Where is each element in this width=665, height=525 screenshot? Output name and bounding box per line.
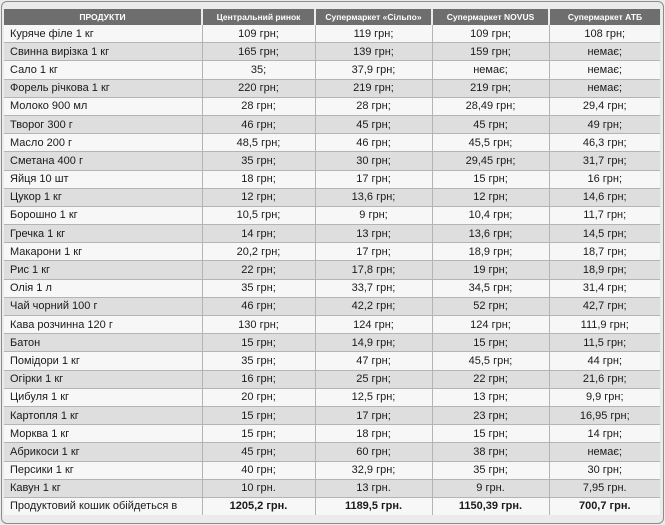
novus-price-cell: 159 грн;	[432, 43, 549, 61]
central-market-price-cell: 35 грн;	[202, 352, 315, 370]
table-row	[4, 406, 660, 424]
total-novus-price-cell: 1150,39 грн.	[432, 497, 549, 515]
table-row	[4, 261, 660, 279]
table-row	[4, 425, 660, 443]
table-row	[4, 25, 660, 43]
table-row	[4, 279, 660, 297]
atb-price-cell: 46,3 грн;	[549, 134, 660, 152]
table-row	[4, 206, 660, 224]
product-name-cell: Кава розчинна 120 г	[4, 316, 202, 334]
product-name-cell: Цибуля 1 кг	[4, 388, 202, 406]
product-name-cell: Борошно 1 кг	[4, 206, 202, 224]
atb-price-cell: немає;	[549, 43, 660, 61]
novus-price-cell: 28,49 грн;	[432, 97, 549, 115]
central-market-price-cell: 165 грн;	[202, 43, 315, 61]
product-name-cell: Олія 1 л	[4, 279, 202, 297]
table-row	[4, 388, 660, 406]
product-name-cell: Чай чорний 100 г	[4, 297, 202, 315]
atb-price-cell: 16 грн;	[549, 170, 660, 188]
table-row	[4, 61, 660, 79]
novus-price-cell: 18,9 грн;	[432, 243, 549, 261]
table-row	[4, 316, 660, 334]
header-central-market: Центральний ринок	[202, 9, 315, 25]
silpo-price-cell: 219 грн;	[315, 79, 432, 97]
central-market-price-cell: 48,5 грн;	[202, 134, 315, 152]
central-market-price-cell: 15 грн;	[202, 334, 315, 352]
novus-price-cell: 219 грн;	[432, 79, 549, 97]
header-products: ПРОДУКТИ	[4, 9, 202, 25]
central-market-price-cell: 220 грн;	[202, 79, 315, 97]
product-name-cell: Молоко 900 мл	[4, 97, 202, 115]
product-name-cell: Яйця 10 шт	[4, 170, 202, 188]
table-header-row	[4, 9, 660, 25]
product-name-cell: Кавун 1 кг	[4, 479, 202, 497]
novus-price-cell: 19 грн;	[432, 261, 549, 279]
silpo-price-cell: 13,6 грн;	[315, 188, 432, 206]
table-row	[4, 79, 660, 97]
table-row	[4, 461, 660, 479]
central-market-price-cell: 46 грн;	[202, 297, 315, 315]
silpo-price-cell: 47 грн;	[315, 352, 432, 370]
novus-price-cell: 45,5 грн;	[432, 134, 549, 152]
central-market-price-cell: 15 грн;	[202, 406, 315, 424]
central-market-price-cell: 18 грн;	[202, 170, 315, 188]
product-name-cell: Свинна вирізка 1 кг	[4, 43, 202, 61]
table-row	[4, 188, 660, 206]
atb-price-cell: немає;	[549, 79, 660, 97]
table-row	[4, 97, 660, 115]
central-market-price-cell: 20 грн;	[202, 388, 315, 406]
product-name-cell: Сало 1 кг	[4, 61, 202, 79]
product-name-cell: Рис 1 кг	[4, 261, 202, 279]
silpo-price-cell: 42,2 грн;	[315, 297, 432, 315]
novus-price-cell: 34,5 грн;	[432, 279, 549, 297]
atb-price-cell: 111,9 грн;	[549, 316, 660, 334]
atb-price-cell: 31,7 грн;	[549, 152, 660, 170]
atb-price-cell: 108 грн;	[549, 25, 660, 43]
table-row	[4, 334, 660, 352]
table-row	[4, 479, 660, 497]
silpo-price-cell: 124 грн;	[315, 316, 432, 334]
atb-price-cell: 14,5 грн;	[549, 225, 660, 243]
table-row	[4, 297, 660, 315]
central-market-price-cell: 35 грн;	[202, 152, 315, 170]
atb-price-cell: 14,6 грн;	[549, 188, 660, 206]
central-market-price-cell: 35 грн;	[202, 279, 315, 297]
central-market-price-cell: 130 грн;	[202, 316, 315, 334]
novus-price-cell: 10,4 грн;	[432, 206, 549, 224]
atb-price-cell: 16,95 грн;	[549, 406, 660, 424]
table-row	[4, 370, 660, 388]
product-name-cell: Цукор 1 кг	[4, 188, 202, 206]
central-market-price-cell: 35;	[202, 61, 315, 79]
silpo-price-cell: 139 грн;	[315, 43, 432, 61]
novus-price-cell: 15 грн;	[432, 170, 549, 188]
silpo-price-cell: 13 грн.	[315, 479, 432, 497]
price-table-panel	[1, 1, 664, 524]
atb-price-cell: 14 грн;	[549, 425, 660, 443]
header-silpo: Супермаркет «Сільпо»	[315, 9, 432, 25]
product-name-cell: Огірки 1 кг	[4, 370, 202, 388]
silpo-price-cell: 14,9 грн;	[315, 334, 432, 352]
silpo-price-cell: 25 грн;	[315, 370, 432, 388]
silpo-price-cell: 17,8 грн;	[315, 261, 432, 279]
table-row	[4, 152, 660, 170]
atb-price-cell: 7,95 грн.	[549, 479, 660, 497]
total-silpo-price-cell: 1189,5 грн.	[315, 497, 432, 515]
product-name-cell: Абрикоси 1 кг	[4, 443, 202, 461]
table-row	[4, 134, 660, 152]
novus-price-cell: 45,5 грн;	[432, 352, 549, 370]
central-market-price-cell: 16 грн;	[202, 370, 315, 388]
atb-price-cell: 21,6 грн;	[549, 370, 660, 388]
central-market-price-cell: 22 грн;	[202, 261, 315, 279]
central-market-price-cell: 46 грн;	[202, 115, 315, 133]
atb-price-cell: 44 грн;	[549, 352, 660, 370]
silpo-price-cell: 30 грн;	[315, 152, 432, 170]
product-name-cell: Форель річкова 1 кг	[4, 79, 202, 97]
central-market-price-cell: 12 грн;	[202, 188, 315, 206]
atb-price-cell: 29,4 грн;	[549, 97, 660, 115]
novus-price-cell: 23 грн;	[432, 406, 549, 424]
atb-price-cell: 11,7 грн;	[549, 206, 660, 224]
central-market-price-cell: 28 грн;	[202, 97, 315, 115]
novus-price-cell: 124 грн;	[432, 316, 549, 334]
novus-price-cell: 38 грн;	[432, 443, 549, 461]
silpo-price-cell: 28 грн;	[315, 97, 432, 115]
silpo-price-cell: 32,9 грн;	[315, 461, 432, 479]
atb-price-cell: немає;	[549, 61, 660, 79]
atb-price-cell: 18,7 грн;	[549, 243, 660, 261]
product-name-cell: Масло 200 г	[4, 134, 202, 152]
silpo-price-cell: 119 грн;	[315, 25, 432, 43]
atb-price-cell: 31,4 грн;	[549, 279, 660, 297]
table-row	[4, 43, 660, 61]
novus-price-cell: 45 грн;	[432, 115, 549, 133]
central-market-price-cell: 10,5 грн;	[202, 206, 315, 224]
atb-price-cell: 9,9 грн;	[549, 388, 660, 406]
silpo-price-cell: 33,7 грн;	[315, 279, 432, 297]
product-name-cell: Батон	[4, 334, 202, 352]
central-market-price-cell: 10 грн.	[202, 479, 315, 497]
atb-price-cell: 11,5 грн;	[549, 334, 660, 352]
silpo-price-cell: 60 грн;	[315, 443, 432, 461]
header-novus: Супермаркет NOVUS	[432, 9, 549, 25]
novus-price-cell: немає;	[432, 61, 549, 79]
atb-price-cell: 42,7 грн;	[549, 297, 660, 315]
silpo-price-cell: 12,5 грн;	[315, 388, 432, 406]
atb-price-cell: 18,9 грн;	[549, 261, 660, 279]
central-market-price-cell: 40 грн;	[202, 461, 315, 479]
central-market-price-cell: 14 грн;	[202, 225, 315, 243]
silpo-price-cell: 18 грн;	[315, 425, 432, 443]
novus-price-cell: 12 грн;	[432, 188, 549, 206]
table-row	[4, 243, 660, 261]
silpo-price-cell: 17 грн;	[315, 406, 432, 424]
total-central-market-price-cell: 1205,2 грн.	[202, 497, 315, 515]
silpo-price-cell: 46 грн;	[315, 134, 432, 152]
header-atb: Супермаркет АТБ	[549, 9, 660, 25]
product-name-cell: Картопля 1 кг	[4, 406, 202, 424]
silpo-price-cell: 17 грн;	[315, 170, 432, 188]
novus-price-cell: 52 грн;	[432, 297, 549, 315]
total-atb-price-cell: 700,7 грн.	[549, 497, 660, 515]
total-product-name-cell: Продуктовий кошик обійдеться в	[4, 497, 202, 515]
novus-price-cell: 13,6 грн;	[432, 225, 549, 243]
total-row	[4, 497, 660, 515]
table-row	[4, 352, 660, 370]
silpo-price-cell: 13 грн;	[315, 225, 432, 243]
table-row	[4, 170, 660, 188]
novus-price-cell: 9 грн.	[432, 479, 549, 497]
product-name-cell: Помідори 1 кг	[4, 352, 202, 370]
product-name-cell: Творог 300 г	[4, 115, 202, 133]
novus-price-cell: 35 грн;	[432, 461, 549, 479]
novus-price-cell: 15 грн;	[432, 425, 549, 443]
novus-price-cell: 22 грн;	[432, 370, 549, 388]
silpo-price-cell: 9 грн;	[315, 206, 432, 224]
price-comparison-table	[4, 9, 660, 515]
novus-price-cell: 13 грн;	[432, 388, 549, 406]
product-name-cell: Персики 1 кг	[4, 461, 202, 479]
atb-price-cell: 49 грн;	[549, 115, 660, 133]
central-market-price-cell: 15 грн;	[202, 425, 315, 443]
novus-price-cell: 109 грн;	[432, 25, 549, 43]
central-market-price-cell: 20,2 грн;	[202, 243, 315, 261]
product-name-cell: Гречка 1 кг	[4, 225, 202, 243]
product-name-cell: Макарони 1 кг	[4, 243, 202, 261]
central-market-price-cell: 109 грн;	[202, 25, 315, 43]
product-name-cell: Куряче філе 1 кг	[4, 25, 202, 43]
novus-price-cell: 15 грн;	[432, 334, 549, 352]
central-market-price-cell: 45 грн;	[202, 443, 315, 461]
atb-price-cell: немає;	[549, 443, 660, 461]
table-row	[4, 115, 660, 133]
silpo-price-cell: 17 грн;	[315, 243, 432, 261]
table-row	[4, 443, 660, 461]
novus-price-cell: 29,45 грн;	[432, 152, 549, 170]
silpo-price-cell: 37,9 грн;	[315, 61, 432, 79]
product-name-cell: Сметана 400 г	[4, 152, 202, 170]
table-row	[4, 225, 660, 243]
product-name-cell: Морква 1 кг	[4, 425, 202, 443]
atb-price-cell: 30 грн;	[549, 461, 660, 479]
silpo-price-cell: 45 грн;	[315, 115, 432, 133]
